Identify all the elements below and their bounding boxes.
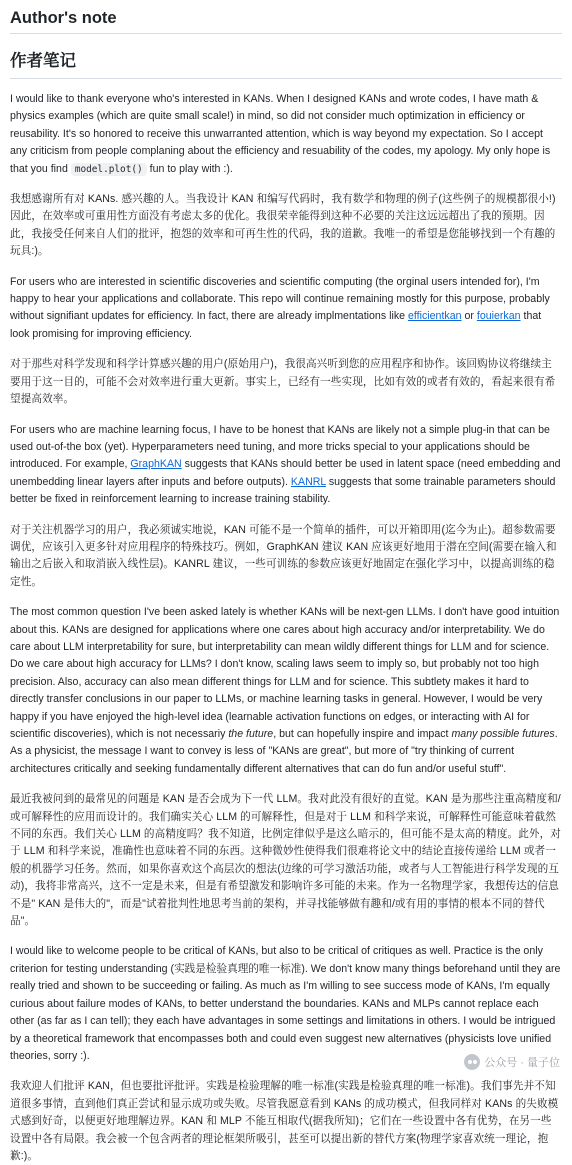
emphasis-the-future: the future [228, 728, 274, 740]
paragraph-ml-users-zh: 对于关注机器学习的用户，我必须诚实地说，KAN 可能不是一个简单的插件，可以开箱即用(迄今为止)。超参数需要调优，应该引入更多针对应用程序的特殊技巧。例如，GraphKAN 建议 KAN 应该更好地用于潜在空间(需要在输入和输出之后嵌入和取消嵌入线性层)。KANRL 建议，一些可训练的参数应该更好地固定在强化学习中，以提高训练的稳定性。 [10, 523, 557, 588]
paragraph-ml-users [10, 422, 562, 509]
paragraph-thanks [10, 91, 562, 178]
paragraph-scientific-end: that look promising for improving efficiency. [10, 310, 542, 340]
link-kanrl[interactable]: KANRL [290, 475, 326, 488]
emphasis-many-possible-futures: many possible futures [451, 728, 555, 740]
paragraph-ml-end: suggests that some trainable parameters should better be fixed in reinforcement learning to increase training stability. [10, 475, 556, 506]
paragraph-thanks-end: fun to play with :). [146, 162, 233, 175]
paragraph-llm-end: . As a physicist, the message I want to convey is less of "KANs are great", but more of "try thinking of current architectures critically and seeking fundamentally different alternatives that can do fun and/or useful stuff". [10, 728, 558, 775]
paragraph-llm-mid: , but can hopefully inspire and impact [273, 728, 452, 740]
paragraph-ml-text: For users who are machine learning focus, I have to be honest that KANs are likely not a simple plug-in that can be used out-of-the box (yet). Hyperparameters need tuning, and more tricks special to your applications should be introduced. For example, [10, 423, 550, 471]
heading-authors-note: Author's note [10, 9, 117, 27]
paragraph-scientific-users-zh: 对于那些对科学发现和科学计算感兴趣的用户(原始用户)，我很高兴听到您的应用程序和协作。该回购协议将继续主要用于这一目的，可能不会对效率进行重大更新。事实上，已经有一些实现，比如有效的或者有效的，看起来很有希望提高效率。 [10, 358, 556, 406]
inline-code-model-plot: model.plot() [71, 163, 147, 176]
paragraph-ml-mid: suggests that KANs should better be used in latent space (need embedding and unembedding linear layers after inputs and before outputs). [10, 458, 561, 488]
paragraph-scientific-text: For users who are interested in scientific discoveries and scientific computing (the orginal users intended for), I'm happy to hear your applications and collaborate. This repo will continue remaining mostly for this purpose, probably without signifiant updates for efficiency. In fact, there are already implmentations like [10, 275, 550, 323]
paragraph-critique-zh: 我欢迎人们批评 KAN，但也要批评批评。实践是检验理解的唯一标准(实践是检验真理的唯一标准)。我们事先并不知道很多事情，直到他们真正尝试和显示成功或失败。尽管我愿意看到 KANs 的成功模式，但我同样对 KANs 的失败模式感到好奇，以便更好地理解边界。KAN 和 MLP 不能互相取代(据我所知)；它们在一些设置中各有优势，在另一些设置中各有局限。我会被一个包含两者的理论框架所吸引，甚至可以提出新的替代方案(物理学家喜欢统一理论，抱歉:)。 [10, 1080, 559, 1162]
watermark [464, 1054, 560, 1070]
paragraph-llm-question-zh: 最近我被问到的最常见的问题是 KAN 是否会成为下一代 LLM。我对此没有很好的直觉。KAN 是为那些注重高精度和/或可解释性的应用而设计的。我们确实关心 LLM 的可解释性，但是对于 LLM 和科学来说，可解释性可能意味着截然不同的东西。我们关心 LLM 的高精度吗？我不知道，比例定律似乎是这么暗示的，但可能不是太高的精度。此外，对于 LLM 和科学来说，准确性也意味着不同的东西。这种微妙性使得我们很难将论文中的结论直接传递给 LLM 或者一般的机器学习任务。然而，如果你喜欢这个高层次的想法(边缘的可学习激活功能，或者与人工智能进行科学发现的互动)，我将非常高兴，这不一定是未来，但是有希望激发和影响许多可能的未来。作为一名物理学家，我想传达的信息不是" KAN 是伟大的"，而是"试着批判性地思考当前的架构，并寻找能够做有趣和/或有用的事情的根本不同的替代品"。 [10, 793, 561, 928]
wechat-icon [464, 1054, 480, 1070]
paragraph-thanks-zh: 我想感谢所有对 KANs. 感兴趣的人。当我设计 KAN 和编写代码时，我有数学和物理的例子(这些例子的规模都很小!) 因此，在效率或可重用性方面没有考虑太多的优化。我很荣幸能得到这种不必要的关注这远远超出了我的预期。因此，我接受任何来自人们的批评，抱怨的效率和可再生性的代码，我的道歉。我唯一的希望是您能够找到一个有趣的玩具:)。 [10, 193, 556, 258]
link-fouierkan[interactable]: fouierkan [476, 310, 521, 323]
heading-authors-note-zh: 作者笔记 [10, 52, 76, 70]
paragraph-scientific-or: or [461, 310, 477, 323]
paragraph-scientific-users [10, 274, 562, 344]
watermark-text: 公众号 · 量子位 [484, 1057, 560, 1069]
link-graphkan[interactable]: GraphKAN [130, 458, 182, 471]
paragraph-llm-text: The most common question I've been asked lately is whether KANs will be next-gen LLMs. I don't have good intuition about this. KANs are designed for applications where one cares about high accuracy and/or interpretability. We do care about LLM interpretability for sure, but interpretability can mean wildly different things for LLM and for science. Do we care about high accuracy for LLMs? I don't know, scaling laws seem to imply so, but probably not too high precision. Also, accuracy can also mean different things for LLM and for science. This subtlety makes it hard to directly transfer conclusions in our paper to LLMs, or machine learning tasks in general. However, I would be very happy if you have enjoyed the high-level idea (learnable activation functions on edges, or interacting with AI for scientific discoveries), which is not necessariy [10, 606, 560, 740]
link-efficientkan[interactable]: efficientkan [407, 310, 462, 323]
paragraph-llm-question [10, 604, 562, 778]
heading-divider-zh [10, 78, 562, 79]
heading-divider [10, 33, 562, 34]
paragraph-thanks-text: I would like to thank everyone who's interested in KANs. When I designed KANs and wrote codes, I have math & physics examples (which are quite small scale!) in mind, so did not consider much optimization in efficiency or reusability. It's so honored to receive this unwarranted attention, which is way beyond my expectation. So I accept any criticism from people complaning about the efficiency and resuability of the codes, my apology. My only hope is that you find [10, 93, 551, 175]
paragraph-critique: I would like to welcome people to be critical of KANs, but also to be critical of critiques as well. Practice is the only criterion for testing understanding (实践是检验真理的唯一标准). We don't know many things beforehand until they are really tried and shown to be succeeding or failing. As much as I'm willing to see success mode of KANs, I'm equally curious about failure modes of KANs, to better understand the boundaries. KANs and MLPs cannot replace each other (as far as I can tell); they each have advantages in some settings and limitations in others. I would be intrigued by a theoretical framework that encompasses both and could even suggest new alternatives (physicists love unified theories, sorry :). [10, 945, 561, 1062]
